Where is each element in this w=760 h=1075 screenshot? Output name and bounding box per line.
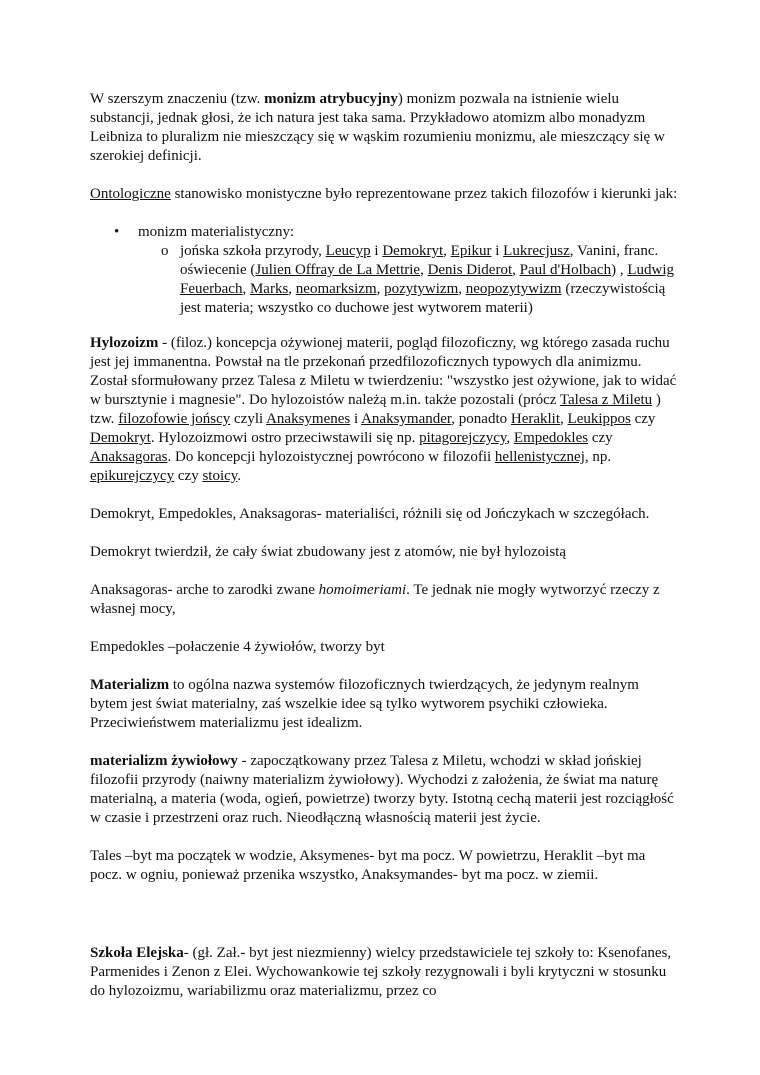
paragraph-empedokles: Empedokles –połaczenie 4 żywiołów, tworzy byt [90,639,385,655]
link-anaksymenes[interactable]: Anaksymenes [266,411,351,427]
term-monizm-atrybucyjny: monizm atrybucyjny [264,91,398,107]
paragraph-materialisci: Demokryt, Empedokles, Anaksagoras- materialiści, różnili się od Jończykach w szczegółach. [90,506,650,522]
link-marks[interactable]: Marks [249,281,289,297]
monism-list [90,223,680,318]
spacer [90,904,680,944]
link-epikurejczycy[interactable]: epikurejczycy [90,468,175,484]
link-holbach[interactable]: Paul d'Holbach [519,262,612,278]
link-hellenistycznej[interactable]: hellenistycznej [494,449,585,465]
link-epikur[interactable]: Epikur [450,243,492,259]
link-diderot[interactable]: Denis Diderot [427,262,513,278]
sub-list-item: o jońska szkoła przyrody, Leucyp i Demokryt, Epikur i Lukrecjusz, Vanini, franc. oświecenie (Julien Offray de La Mettrie, Denis Diderot, Paul d'Holbach) , Ludwig Feuerbach, Marks, neomarksizm, pozytywizm, neopozytywizm (rzeczywistością jest materia; wszystko co duchowe jest wytworem materii) [138,242,680,318]
link-ontologiczne[interactable]: Ontologiczne [90,186,171,202]
term-materializm: Materializm [90,677,170,693]
link-filozofowie-jonscy[interactable]: filozofowie jońscy [118,411,231,427]
link-tales-z-miletu[interactable]: Talesa z Miletu [559,392,653,408]
paragraph-monizm-atrybucyjny: W szerszym znaczeniu (tzw. monizm atrybucyjny) monizm pozwala na istnienie wielu substancji, jednak głosi, że ich natura jest taka sama. Przykładowo atomizm albo monadyzm Leibniza to pluralizm nie mieszczący się w wąskim rozumieniu monizmu, ale mieszczący się w szerokiej definicji. [90,91,665,164]
link-pitagorejczycy[interactable]: pitagorejczycy [419,430,507,446]
term-szkola-elejska: Szkoła Elejska [90,945,184,961]
term-materializm-zywiolowy: materializm żywiołowy [90,753,238,769]
list-item-monizm-materialistyczny: • monizm materialistyczny: o jońska szkoła przyrody, Leucyp i Demokryt, Epikur i Lukrecjusz, Vanini, franc. oświecenie (Julien Offray de La Mettrie, Denis Diderot, Paul d'Holbach) , Ludwig Feuerbach, Marks, neomarksizm, pozytywizm, neopozytywizm (rzeczywistością jest materia; wszystko co duchowe jest wytworem materii) [90,223,680,318]
paragraph-hylozoizm: Hylozoizm - (filoz.) koncepcja ożywionej materii, pogląd filozoficzny, wg którego zasada ruchu jest jej immanentna. Powstał na tle przekonań przedfilozoficznych typowych dla animizmu. Został sformułowany przez Talesa z Miletu w twierdzeniu: "wszystko jest ożywione, jak to widać w bursztynie i magnesie". Do hylozoistów należą m.in. także pozostali (prócz Talesa z Miletu ) tzw. filozofowie jońscy czyli Anaksymenes i Anaksymander, ponadto Heraklit, Leukippos czy Demokryt. Hylozoizmowi ostro przeciwstawili się np. pitagorejczycy, Empedokles czy Anaksagoras. Do koncepcji hylozoistycznej powrócono w filozofii hellenistycznej, np. epikurejczycy czy stoicy. [90,335,677,484]
link-lukrecjusz[interactable]: Lukrecjusz [503,243,570,259]
link-stoicy[interactable]: stoicy [202,468,238,484]
document-body [90,90,680,1020]
paragraph-ontologiczne: Ontologiczne stanowisko monistyczne było reprezentowane przez takich filozofów i kierunki jak: [90,186,678,202]
term-homoimeriami: homoimeriami [318,582,407,598]
term-hylozoizm: Hylozoizm [90,335,159,351]
link-demokryt[interactable]: Demokryt [382,243,444,259]
link-anaksagoras[interactable]: Anaksagoras [90,449,168,465]
link-neopozytywizm[interactable]: neopozytywizm [465,281,562,297]
link-neomarksizm[interactable]: neomarksizm [295,281,377,297]
link-leucyp[interactable]: Leucyp [325,243,371,259]
link-anaksymander[interactable]: Anaksymander [361,411,452,427]
link-feuerbach[interactable]: Ludwig Feuerbach [180,262,674,297]
link-demokryt-2[interactable]: Demokryt [90,430,151,446]
link-empedokles[interactable]: Empedokles [513,430,589,446]
paragraph-materializm: Materializm to ogólna nazwa systemów filozoficznych twierdzących, że jedynym realnym bytem jest świat materialny, zaś wszelkie idee są tylko wytworem psychiki człowieka. Przeciwieństwem materializmu jest idealizm. [90,677,639,731]
link-heraklit[interactable]: Heraklit [510,411,561,427]
link-leukippos[interactable]: Leukippos [567,411,631,427]
link-la-mettrie[interactable]: Julien Offray de La Mettrie [255,262,421,278]
link-pozytywizm[interactable]: pozytywizm [384,281,459,297]
sub-list [138,242,680,318]
paragraph-anaksagoras: Anaksagoras- arche to zarodki zwane homoimeriami. Te jednak nie mogły wytworzyć rzeczy z własnej mocy, [90,582,660,617]
paragraph-demokryt: Demokryt twierdził, że cały świat zbudowany jest z atomów, nie był hylozoistą [90,544,566,560]
paragraph-szkola-elejska: Szkoła Elejska- (gł. Zał.- byt jest niezmienny) wielcy przedstawiciele tej szkoły to: Ksenofanes, Parmenides i Zenon z Elei. Wychowankowie tej szkoły rezygnowali i byli krytyczni w stosunku do hylozoizmu, wariabilizmu oraz materializmu, przez co [90,945,672,999]
paragraph-tales: Tales –byt ma początek w wodzie, Aksymenes- byt ma pocz. W powietrzu, Heraklit –byt ma pocz. w ogniu, ponieważ przenika wszystko, Anaksymandes- byt ma pocz. w ziemii. [90,848,646,883]
paragraph-materializm-zywiolowy: materializm żywiołowy - zapoczątkowany przez Talesa z Miletu, wchodzi w skład jońskiej filozofii przyrody (naiwny materializm żywiołowy). Wychodzi z założenia, że świat ma naturę materialną, a materia (woda, ogień, powietrze) tworzy byty. Istotną cechą materii jest rozciągłość w czasie i przestrzeni oraz ruch. Nieodłączną własnością materii jest życie. [90,753,674,826]
